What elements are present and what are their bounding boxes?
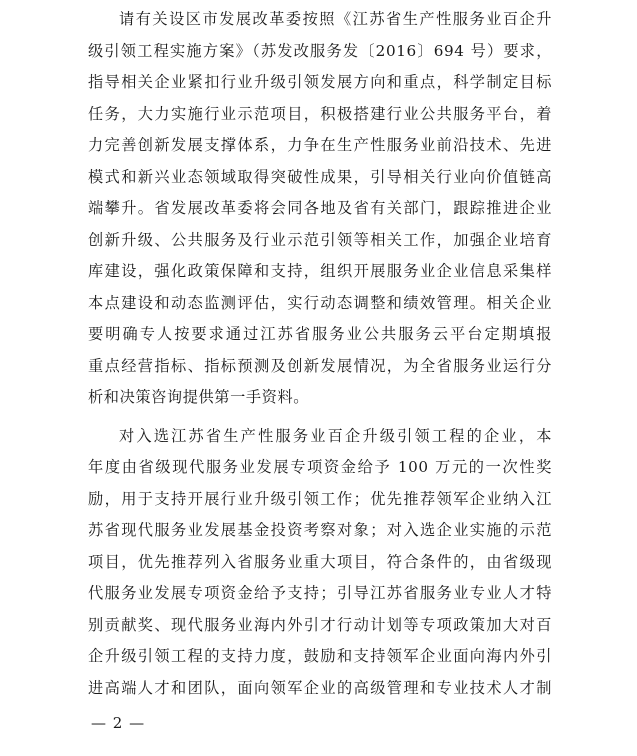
paragraph-line: 创新升级、公共服务及行业示范引领等相关工作，加强企业培育 [88,230,552,249]
paragraph-line: 年度由省级现代服务业发展专项资金给予 100 万元的一次性奖 [88,458,552,476]
paragraph-line: 对入选江苏省生产性服务业百企升级引领工程的企业，本 [119,426,552,445]
paragraph-line: 苏省现代服务业发展基金投资考察对象；对入选企业实施的示范 [88,521,552,539]
body-text [88,4,552,704]
paragraph-line: 励，用于支持开展行业升级引领工作；优先推荐领军企业纳入江 [88,489,552,508]
paragraph-line: 别贡献奖、现代服务业海内外引才行动计划等专项政策加大对百 [88,615,552,634]
paragraph-line: 指导相关企业紧扣行业升级引领发展方向和重点，科学制定目标 [88,73,552,91]
paragraph-line: 析和决策咨询提供第一手资料。 [88,388,310,406]
paragraph-line: 要明确专人按要求通过江苏省服务业公共服务云平台定期填报 [88,325,552,343]
paragraph-line: 重点经营指标、指标预测及创新发展情况，为全省服务业运行分 [88,356,552,375]
paragraph-line: 力完善创新发展支撑体系，力争在生产性服务业前沿技术、先进 [88,136,552,154]
page-number: — 2 — [91,714,146,732]
paragraph-line: 请有关设区市发展改革委按照《江苏省生产性服务业百企升 [119,10,552,28]
paragraph-line: 模式和新兴业态领域取得突破性成果，引导相关行业向价值链高 [88,167,552,186]
paragraph-line: 代服务业发展专项资金给予支持；引导江苏省服务业专业人才特 [88,584,552,602]
paragraph-line: 级引领工程实施方案》（苏发改服务发〔2016〕694 号）要求， [88,41,552,60]
paragraph-line: 项目，优先推荐列入省服务业重大项目，符合条件的，由省级现 [88,552,552,571]
paragraph-line: 进高端人才和团队，面向领军企业的高级管理和专业技术人才制 [88,678,552,697]
paragraph-line: 任务，大力实施行业示范项目，积极搭建行业公共服务平台，着 [88,104,552,123]
paragraph-line: 端攀升。省发展改革委将会同各地及省有关部门，跟踪推进企业 [88,199,552,217]
paragraph-line: 库建设，强化政策保障和支持，组织开展服务业企业信息采集样 [88,262,552,280]
paragraph-line: 企升级引领工程的支持力度，鼓励和支持领军企业面向海内外引 [88,647,552,665]
paragraph-line: 本点建设和动态监测评估，实行动态调整和绩效管理。相关企业 [88,293,552,312]
paragraph-2 [88,421,552,705]
paragraph-spacer [88,414,552,421]
paragraph-1 [88,4,552,414]
